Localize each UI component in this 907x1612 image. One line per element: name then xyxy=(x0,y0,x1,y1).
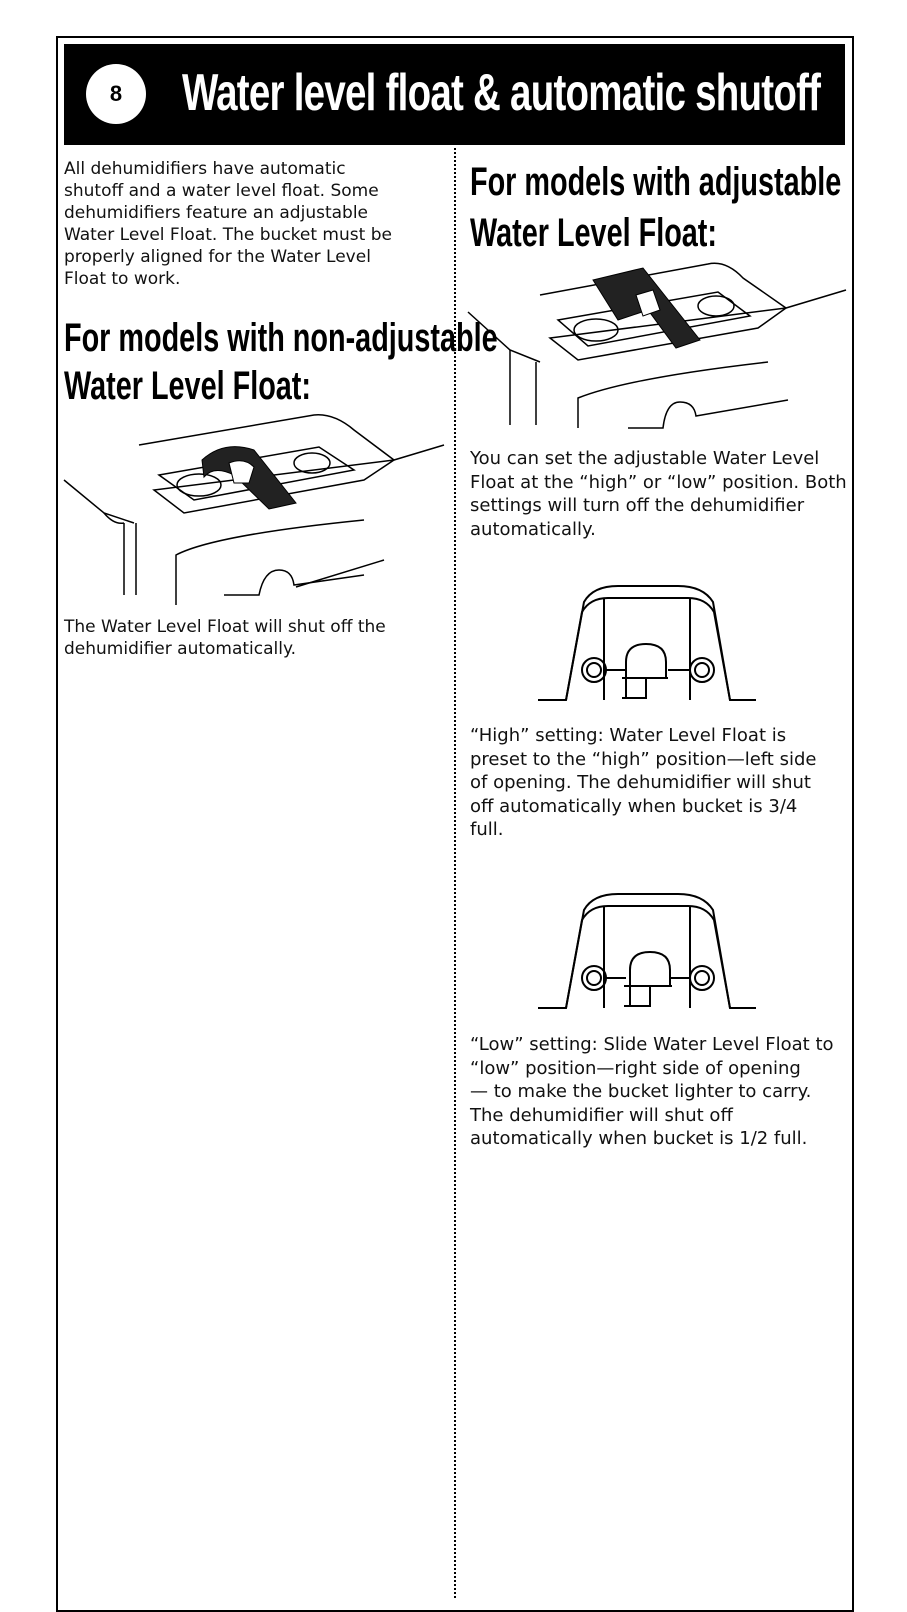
non-adjustable-heading-line1: For models with non-adjustable xyxy=(64,316,498,360)
low-setting-caption: “Low” setting: Slide Water Level Float to “low” position—right side of opening — to make the bucket lighter to carry. The dehumidifier will shut off automatically when bucket is 1/2 full. xyxy=(470,1034,834,1149)
float-low-position-diagram-icon xyxy=(538,890,758,1015)
non-adjustable-heading-line2: Water Level Float: xyxy=(64,364,311,408)
column-divider xyxy=(454,148,456,1598)
adjustable-heading-line1: For models with adjustable xyxy=(470,160,842,204)
step-number-badge: 8 xyxy=(86,64,146,124)
section-title: Water level float & automatic shutoff xyxy=(182,64,821,122)
bucket-float-illustration-icon xyxy=(64,405,449,595)
intro-paragraph: All dehumidifiers have automatic shutoff and a water level float. Some dehumidifiers feature an adjustable Water Level Float. The bucket must be properly aligned for the Water Level Float to work. xyxy=(64,159,392,289)
adjustable-intro-paragraph: You can set the adjustable Water Level Float at the “high” or “low” position. Both settings will turn off the dehumidifier automatically. xyxy=(470,448,847,540)
bucket-float-adjustable-illustration-icon xyxy=(468,250,848,435)
non-adjustable-caption: The Water Level Float will shut off the dehumidifier automatically. xyxy=(64,617,386,659)
high-setting-caption: “High” setting: Water Level Float is preset to the “high” position—left side of opening. The dehumidifier will shut off automatically when bucket is 3/4 full. xyxy=(470,725,817,840)
float-high-position-diagram-icon xyxy=(538,582,758,707)
adjustable-heading-line2: Water Level Float: xyxy=(470,211,717,255)
